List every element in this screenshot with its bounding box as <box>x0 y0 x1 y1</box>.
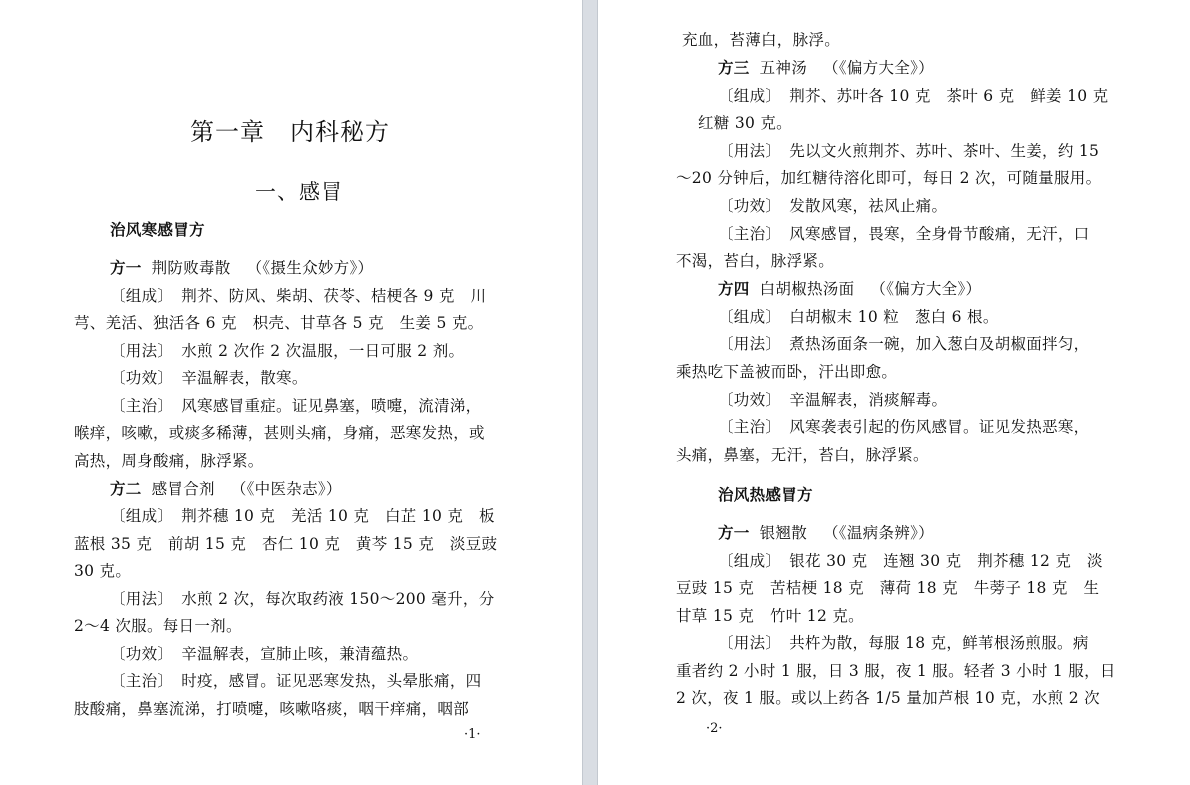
formula-heading <box>718 279 981 299</box>
text-line: 〔主治〕 风寒感冒，畏寒，全身骨节酸痛，无汗，口 <box>718 225 1090 243</box>
text-line: 30 克。 <box>74 562 132 580</box>
formula-heading <box>110 258 373 278</box>
text-line: 芎、羌活、独活各 6 克 枳壳、甘草各 5 克 生姜 5 克。 <box>74 314 484 332</box>
formula-name: 白胡椒热汤面 <box>759 280 855 298</box>
formula-label: 方二 <box>110 479 142 498</box>
formula-source: （《中医杂志》） <box>230 480 342 498</box>
formula-source: （《温病条辨》） <box>823 524 934 542</box>
formula-label: 方一 <box>718 523 750 542</box>
text-line: 〔用法〕 共杵为散，每服 18 克，鲜苇根汤煎服。病 <box>718 634 1089 652</box>
text-line: 红糖 30 克。 <box>698 114 792 132</box>
text-line: 〔用法〕 水煎 2 次作 2 次温服，一日可服 2 剂。 <box>110 342 465 360</box>
text-line: ～20 分钟后，加红糖待溶化即可，每日 2 次，可随量服用。 <box>676 169 1102 187</box>
formula-name: 荆防败毒散 <box>151 259 231 277</box>
text-line: 〔功效〕 辛温解表，消痰解毒。 <box>718 391 948 409</box>
formula-label: 方三 <box>718 58 750 77</box>
text-line: 〔主治〕 时疫，感冒。证见恶寒发热，头晕胀痛，四 <box>110 672 482 690</box>
text-line: 〔组成〕 白胡椒末 10 粒 葱白 6 根。 <box>718 308 999 326</box>
left-page <box>0 0 582 785</box>
page-number: ·2· <box>706 721 723 736</box>
formula-label: 方四 <box>718 279 750 298</box>
text-line: 重者约 2 小时 1 服，日 3 服，夜 1 服。轻者 3 小时 1 服，日 <box>676 662 1116 680</box>
formula-source: （《偏方大全》） <box>870 280 982 298</box>
subsection-heading: 治风寒感冒方 <box>110 220 205 239</box>
text-line: 〔用法〕 水煎 2 次，每次取药液 150～200 毫升，分 <box>110 590 495 608</box>
text-line: 〔功效〕 辛温解表，宣肺止咳，兼清蕴热。 <box>110 645 419 663</box>
section-title: 一、感冒 <box>255 180 343 204</box>
text-line: 〔用法〕 先以文火煎荆芥、苏叶、茶叶、生姜，约 15 <box>718 142 1100 160</box>
text-line: 〔组成〕 荆芥穗 10 克 羌活 10 克 白芷 10 克 板 <box>110 507 495 525</box>
text-line: 2～4 次服。每日一剂。 <box>74 617 242 635</box>
formula-heading <box>718 523 934 543</box>
text-line: 高热，周身酸痛，脉浮紧。 <box>74 452 264 470</box>
right-page <box>598 0 1190 785</box>
formula-name: 感冒合剂 <box>151 480 215 498</box>
formula-heading <box>110 479 342 499</box>
formula-label: 方一 <box>110 258 142 277</box>
page-number: ·1· <box>464 727 481 742</box>
text-line: 〔主治〕 风寒袭表引起的伤风感冒。证见发热恶寒， <box>718 418 1090 436</box>
text-line: 〔功效〕 辛温解表，散寒。 <box>110 369 308 387</box>
text-line: 〔组成〕 荆芥、防风、柴胡、茯苓、桔梗各 9 克 川 <box>110 287 487 305</box>
text-line: 喉痒，咳嗽，或痰多稀薄，甚则头痛，身痛，恶寒发热，或 <box>74 424 485 442</box>
formula-name: 银翘散 <box>759 524 808 542</box>
page-gutter <box>582 0 598 785</box>
text-line: 〔功效〕 发散风寒，祛风止痛。 <box>718 197 948 215</box>
formula-source: （《偏方大全》） <box>823 59 934 77</box>
text-line: 〔组成〕 荆芥、苏叶各 10 克 茶叶 6 克 鲜姜 10 克 <box>718 87 1109 105</box>
formula-heading <box>718 58 934 78</box>
text-line: 肢酸痛，鼻塞流涕，打喷嚏，咳嗽咯痰，咽干痒痛，咽部 <box>74 700 470 718</box>
chapter-title: 第一章 内科秘方 <box>190 118 390 146</box>
subsection-heading: 治风热感冒方 <box>718 485 813 504</box>
text-line: 豆豉 15 克 苦桔梗 18 克 薄荷 18 克 牛蒡子 18 克 生 <box>676 579 1100 597</box>
text-line: 充血，苔薄白，脉浮。 <box>682 31 841 49</box>
text-line: 蓝根 35 克 前胡 15 克 杏仁 10 克 黄芩 15 克 淡豆豉 <box>74 535 498 553</box>
text-line: 〔组成〕 银花 30 克 连翘 30 克 荆芥穗 12 克 淡 <box>718 552 1103 570</box>
text-line: 头痛，鼻塞，无汗，苔白，脉浮紧。 <box>676 446 929 464</box>
text-line: 乘热吃下盖被而卧，汗出即愈。 <box>676 363 898 381</box>
text-line: 甘草 15 克 竹叶 12 克。 <box>676 607 864 625</box>
text-line: 2 次，夜 1 服。或以上药各 1/5 量加芦根 10 克，水煎 2 次 <box>676 689 1100 707</box>
formula-source: （《摄生众妙方》） <box>246 259 374 277</box>
formula-name: 五神汤 <box>759 59 808 77</box>
text-line: 〔主治〕 风寒感冒重症。证见鼻塞，喷嚏，流清涕， <box>110 397 482 415</box>
text-line: 不渴，苔白，脉浮紧。 <box>676 252 835 270</box>
text-line: 〔用法〕 煮热汤面条一碗，加入葱白及胡椒面拌匀， <box>718 335 1090 353</box>
